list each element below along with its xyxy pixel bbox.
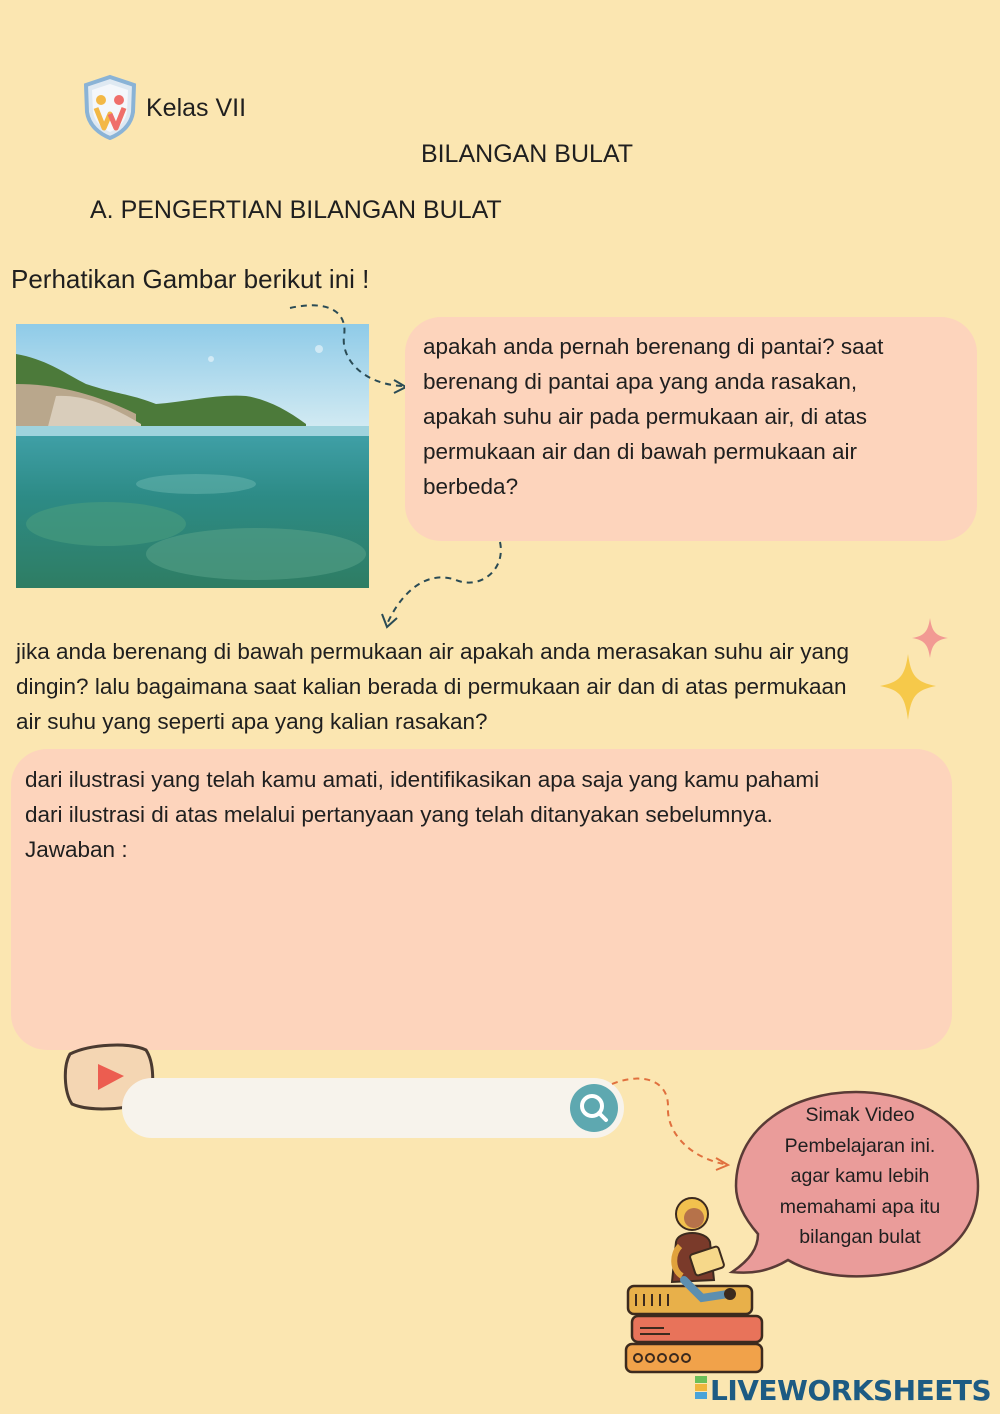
brand-logo bbox=[694, 1374, 994, 1408]
brand-badge-icon bbox=[694, 1374, 708, 1402]
section-heading: A. PENGERTIAN BILANGAN BULAT bbox=[90, 196, 502, 224]
sparkle-icon bbox=[880, 614, 950, 724]
prompt-line: dari ilustrasi di atas melalui pertanyaan yang telah ditanyakan sebelumnya. bbox=[25, 802, 773, 827]
question-line: jika anda berenang di bawah permukaan air apakah anda merasakan suhu air yang bbox=[16, 639, 850, 664]
question-line: berenang di pantai apa yang anda rasakan, bbox=[423, 369, 858, 394]
instruction-text: Perhatikan Gambar berikut ini ! bbox=[11, 264, 370, 294]
question-line: berbeda? bbox=[423, 474, 519, 499]
dashed-arrow-icon bbox=[286, 300, 416, 395]
grade-label: Kelas VII bbox=[146, 94, 247, 122]
speech-text bbox=[760, 1100, 960, 1253]
speech-line: agar kamu lebih bbox=[790, 1165, 930, 1187]
prompt-line: dari ilustrasi yang telah kamu amati, identifikasikan apa saja yang kamu pahami bbox=[25, 767, 820, 792]
brand-text: LIVEWORKSHEETS bbox=[710, 1374, 992, 1407]
answer-box[interactable] bbox=[11, 749, 952, 1050]
question-paragraph bbox=[16, 634, 961, 739]
shield-logo-icon bbox=[82, 74, 138, 140]
speech-line: bilangan bulat bbox=[799, 1226, 921, 1248]
speech-line: Simak Video bbox=[805, 1104, 915, 1126]
video-search-bar[interactable] bbox=[122, 1078, 624, 1138]
dashed-arrow-icon bbox=[606, 1072, 736, 1172]
question-line: permukaan air dan di bawah permukaan air bbox=[423, 439, 858, 464]
dashed-arrow-icon bbox=[378, 540, 508, 632]
question-line: air suhu yang seperti apa yang kalian rasakan? bbox=[16, 709, 488, 734]
answer-label: Jawaban : bbox=[25, 837, 128, 862]
question-bubble bbox=[405, 317, 977, 541]
page-title: BILANGAN BULAT bbox=[420, 140, 634, 168]
question-line: apakah anda pernah berenang di pantai? saat bbox=[423, 334, 884, 359]
question-line: apakah suhu air pada permukaan air, di atas bbox=[423, 404, 868, 429]
girl-reading-illustration bbox=[622, 1190, 772, 1376]
speech-line: memahami apa itu bbox=[779, 1195, 941, 1218]
speech-line: Pembelajaran ini. bbox=[784, 1134, 936, 1157]
question-line: dingin? lalu bagaimana saat kalian berada di permukaan air dan di atas permukaan bbox=[16, 674, 847, 699]
